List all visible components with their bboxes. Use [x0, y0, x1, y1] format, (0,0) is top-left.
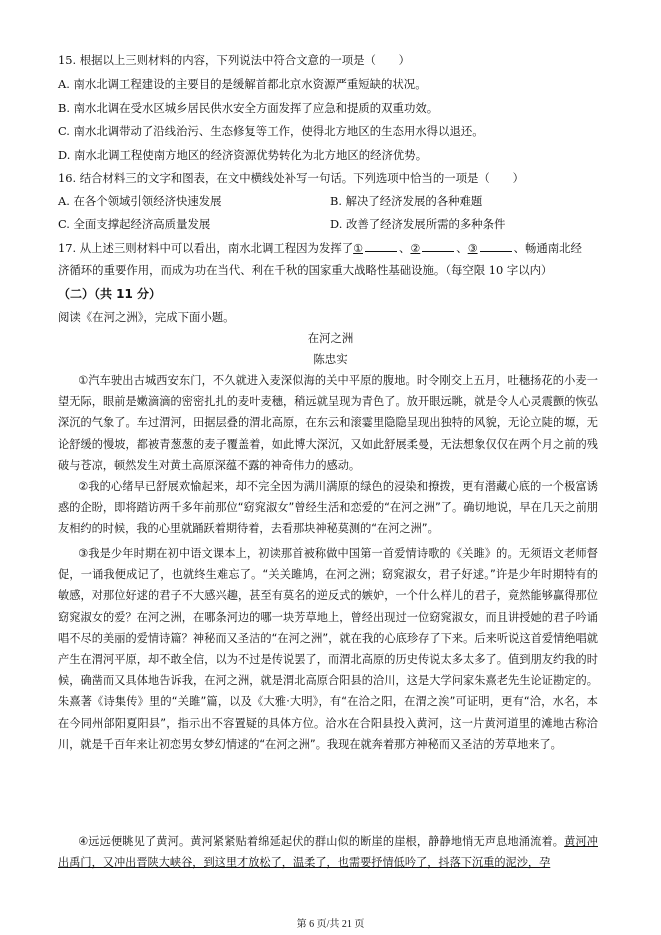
q17-marker-3: ③ [467, 242, 478, 255]
q17-marker-1: ① [353, 242, 363, 255]
page-footer: 第 6 页/共 21 页 [296, 919, 365, 930]
paragraph-4-text: ④远远便眺见了黄河。黄河紧紧贴着绵延起伏的群山似的断崖的崖根，静静地悄无声息地涌流着。 [78, 835, 565, 848]
paragraph-2-text: ②我的心绪早已舒展欢愉起来，却不完全因为满川满原的绿色的浸染和撩拨，更有潜藏心底的一个极富诱惑的企盼，即将踏访两千多年前那位“窈窕淑女”曾经生活和恋爱的“在河之洲”了。确切地说，早在几天之前朋友相约的时候，我的心里就踊跃着期待着，去看那块神秘莫测的“在河之洲”。 [58, 480, 598, 536]
q17-blank-2 [422, 241, 454, 252]
q17-line2: 济循环的重要作用，而成为功在当代、利在千秋的国家重大战略性基础设施。（每空限 10 字以内） [58, 263, 553, 277]
q15-option-b: B. 南水北调在受水区城乡居民供水安全方面发挥了应急和提质的双重功效。 [58, 101, 439, 115]
q16-stem: 16. 结合材料三的文字和图表，在文中横线处补写一句话。下列选项中恰当的一项是（ ） [58, 171, 524, 185]
q15-option-a: A. 南水北调工程建设的主要目的是缓解首都北京水资源严重短缺的状况。 [58, 77, 427, 91]
q15-stem: 15. 根据以上三则材料的内容，下列说法中符合文意的一项是（ ） [58, 53, 411, 67]
q15-option-d: D. 南水北调工程使南方地区的经济资源优势转化为北方地区的经济优势。 [58, 148, 428, 162]
paragraph-4-underlined-text: 黄河冲出禹门，又冲出晋陕大峡谷，到这里才放松了，温柔了，也需要抒情低吟了，抖落下沉重的泥沙，孕 [58, 835, 598, 870]
paragraph-2 [58, 476, 598, 540]
paragraph-4 [58, 831, 598, 873]
q16-option-a: A. 在各个领域引领经济快速发展 [58, 194, 222, 208]
q17-part1: 17. 从上述三则材料中可以看出，南水北调工程因为发挥了 [58, 241, 354, 255]
q16-option-b: B. 解决了经济发展的各种难题 [330, 194, 483, 208]
q16-option-c: C. 全面支撑起经济高质量发展 [58, 217, 211, 231]
q16-option-d: D. 改善了经济发展所需的多种条件 [330, 217, 506, 231]
paragraph-3-text: ③我是少年时期在初中语文课本上，初读那首被称做中国第一首爱情诗歌的《关雎》的。无须语文老师督促，一诵我便成记了，也就终生难忘了。“关关雎鸠，在河之洲；窈窕淑女，君子好逑。”许是少年时期特有的敏感，对那位好逑的君子不大感兴趣，甚至有莫名的逆反式的嫉妒，一个什么样儿的君子，竟然能够赢得那位窈窕淑女的爱？在河之洲，在哪条河边的哪一块芳草地上，曾经出现过一位窈窕淑女，而且讲授她的君子吟诵唱不尽的美丽的爱情诗篇？神秘而又圣洁的“在河之洲”，就在我的心底珍存了下来。后来听说这首爱情绝唱就产生在渭河平原，却不敢全信，以为不过是传说罢了，而渭北高原的历史传说太多太多了。值到朋友约我的时候，确凿而又具体地告诉我，在河之洲，就是渭北高原合阳县的洽川，这是大学问家朱熹老先生论证勘定的。朱熹著《诗集传》里的“关雎”篇，以及《大雅·大明》，有“在洽之阳，在渭之涘”可证明，更有“洽，水名，本在今同州郃阳夏阳县”，指示出不容置疑的具体方位。洽水在合阳县投入黄河，这一片黄河道里的滩地古称洽川，就是千百年来让初恋男女梦幻情逑的“在河之洲”。我现在就奔着那方神秘而又圣洁的芳草地来了。 [58, 547, 598, 751]
q17-blank-3 [480, 241, 512, 252]
article-title: 在河之洲 [307, 331, 354, 345]
reading-instruction: 阅读《在河之洲》，完成下面小题。 [58, 310, 235, 324]
q17-part2: 、畅通南北经 [513, 241, 582, 255]
paragraph-1-text: ①汽车驶出古城西安东门，不久就进入麦深似海的关中平原的腹地。时令刚交上五月，吐穗扬花的小麦一望无际，眼前是嫩滴滴的密密扎扎的麦叶麦穗，稍远就呈现为青色了。放开眼远眺，就是令人心灵震颤的恢弘深沉的气象了。车过渭河，田据层叠的渭北高原，在东云和滚霎里隐隐呈现出独特的风貌，无论立陡的塬，无论舒缓的慢坡，都被青葱葱的麦子覆盖着，如此博大深沉，又如此舒展柔曼，无法想象仅仅在两个月之前的残破与苍凉，顿然发生对黄土高原深蕴不露的神奇伟力的感动。 [58, 374, 598, 472]
paragraph-1 [58, 370, 598, 476]
section-heading: （二）（共 11 分） [58, 287, 162, 301]
q17-blank-1 [365, 241, 397, 252]
q17-marker-2: ② [410, 242, 421, 255]
article-author: 陈忠实 [313, 352, 348, 366]
paragraph-3 [58, 543, 598, 755]
q17-line1: 17. 从上述三则材料中可以看出，南水北调工程因为发挥了① 、② 、③ 、畅通南北经 [58, 241, 582, 255]
q15-option-c: C. 南水北调带动了沿线治污、生态修复等工作，使得北方地区的生态用水得以退还。 [58, 124, 484, 138]
